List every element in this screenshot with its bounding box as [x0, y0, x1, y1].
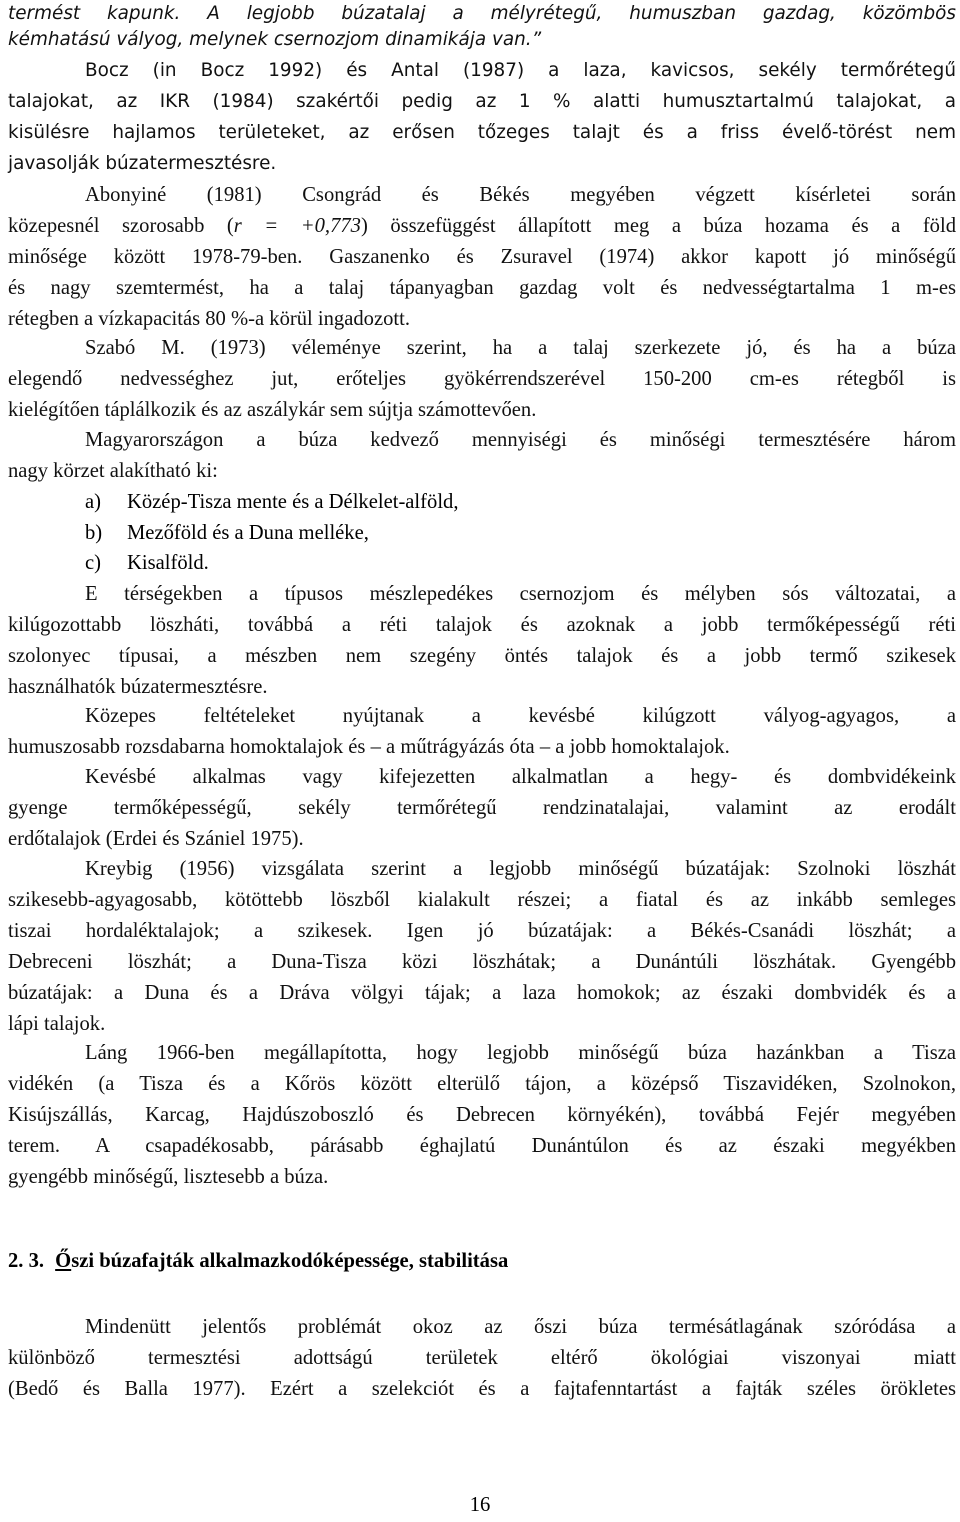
text-line: erdőtalajok (Erdei és Szániel 1975). [8, 828, 304, 850]
paragraph-magyarorszag [8, 425, 956, 487]
text-line: Debreceni löszhát; a Duna-Tisza közi löszhátak; a Dunántúli löszhátak. Gyengébb [8, 951, 956, 973]
text-run: Gaszanenko és Zsuravel (1974) akkor kapott jó minőségű [302, 246, 956, 268]
text-run: minősége között 1978-79-ben. [8, 246, 303, 268]
text-line: és nagy szemtermést, ha a talaj tápanyagban gazdag volt és nedvességtartalma 1 m-es [8, 277, 956, 299]
text-line: gyenge termőképességű, sekély termőrétegű rendzinatalajai, valamint az erodált [8, 797, 956, 819]
list-text: Kisalföld. [127, 552, 209, 574]
paragraph-bocz [8, 55, 956, 179]
text-line: Mindenütt jelentős problémát okoz az őszi búza termésátlagának szóródása a [85, 1316, 956, 1338]
list-text: Mezőföld és a Duna melléke, [127, 522, 369, 544]
paragraph-kozepes [8, 701, 956, 763]
text-line: Láng 1966-ben megállapította, hogy legjobb minőségű búza hazánkban a Tisza [85, 1042, 956, 1064]
text-line: búzatájak: a Duna és a Dráva völgyi tájak; a laza homokok; az északi dombvidék és a [8, 982, 956, 1004]
text-line: kilúgozottabb löszháti, továbbá a réti talajok és azoknak a jobb termőképességű réti [8, 614, 956, 636]
text-line: különböző termesztési adottságú területek eltérő ökológiai viszonyai miatt [8, 1347, 956, 1369]
paragraph-szabo [8, 333, 956, 426]
text-line: elegendő nedvességhez jut, erőteljes gyökérrendszerével 150-200 cm-es rétegből is [8, 368, 956, 390]
text-line: szikesebb-agyagosabb, kötöttebb löszből kialakult részei; a fiatal és az inkább semleges [8, 889, 956, 911]
paragraph-kevesbe [8, 762, 956, 855]
text-line: kisülésre hajlamos területeket, az erősen tőzeges talajt és a friss évelő-törést nem [8, 122, 956, 143]
paragraph-tersegek [8, 579, 956, 703]
text-line: szolonyec típusai, a mészben nem szegény öntés talajok és a jobb termő szikesek [8, 645, 956, 667]
text-line: Közepes feltételeket nyújtanak a kevésbé kilúgzott vályog-agyagos, a [85, 705, 956, 727]
paragraph-lang [8, 1038, 956, 1193]
section-heading [8, 1250, 508, 1273]
text-line: lápi talajok. [8, 1013, 106, 1035]
text-line: gyengébb minőségű, lisztesebb a búza. [8, 1166, 329, 1188]
paragraph-kreybig [8, 854, 956, 1040]
text-line: használhatók búzatermesztésre. [8, 676, 268, 698]
list-item [85, 518, 369, 549]
text-line: E térségekben a típusos mészlepedékes csernozjom és mélyben sós változatai, a [85, 583, 956, 605]
section-number: 2. 3. [8, 1250, 45, 1272]
correlation-value: r = +0,773 [233, 215, 361, 237]
text-line [8, 211, 956, 242]
page-number: 16 [469, 1494, 491, 1516]
text-line: Bocz (in Bocz 1992) és Antal (1987) a laza, kavicsos, sekély termőrétegű [85, 60, 956, 81]
text-line: Abonyiné (1981) Csongrád és Békés megyében végzett kísérletei során [85, 184, 956, 206]
text-line: Magyarországon a búza kedvező mennyiségi és minőségi termesztésére három [85, 429, 956, 451]
text-line: nagy körzet alakítható ki: [8, 460, 218, 482]
section-title: szi búzafajták alkalmazkodóképessége, stabilitása [71, 1250, 509, 1272]
section-title-initial: Ő [55, 1250, 72, 1272]
paragraph-mindenutt [8, 1312, 956, 1405]
list-label: a) [85, 491, 101, 513]
text-line: tiszai hordaléktalajok; a szikesek. Igen jó búzatájak: a Békés-Csanádi löszhát; a [8, 920, 956, 942]
text-line: humuszosabb rozsdabarna homoktalajok és – a műtrágyázás óta – a jobb homoktalajok. [8, 736, 730, 758]
text-line: kémhatású vályog, melynek csernozjom dinamikája van.” [8, 29, 542, 50]
text-line: kielégítően táplálkozik és az aszálykár sem sújtja számottevően. [8, 399, 537, 421]
text-line: Kevésbé alkalmas vagy kifejezetten alkalmatlan a hegy- és dombvidékeink [85, 766, 956, 788]
list-label: c) [85, 552, 101, 574]
text-run: közepesnél szorosabb ( [8, 215, 234, 237]
list-item [85, 487, 458, 518]
text-line: (Bedő és Balla 1977). Ezért a szelekciót és a fajtafenntartást a fajták széles örökletes [8, 1378, 956, 1400]
list-item [85, 548, 209, 579]
list-label: b) [85, 522, 103, 544]
paragraph-abonyine [8, 180, 956, 335]
text-line: vidékén (a Tisza és a Kőrös között elterülő tájon, a középső Tiszavidéken, Szolnokon, [8, 1073, 956, 1095]
text-line: termést kapunk. A legjobb búzatalaj a mélyrétegű, humuszban gazdag, közömbös [8, 3, 956, 24]
text-line: Szabó M. (1973) véleménye szerint, ha a talaj szerkezete jó, és ha a búza [85, 337, 956, 359]
text-line: javasolják búzatermesztésre. [8, 153, 277, 174]
text-line [8, 242, 956, 273]
quote-continuation [8, 0, 956, 55]
text-line: Kreybig (1956) vizsgálata szerint a legjobb minőségű búzatájak: Szolnoki löszhát [85, 858, 956, 880]
text-line: Kisújszállás, Karcag, Hajdúszoboszló és Debrecen környékén), továbbá Fejér megyében [8, 1104, 956, 1126]
text-line: talajokat, az IKR (1984) szakértői pedig az 1 % alatti humusztartalmú talajokat, a [8, 91, 956, 112]
list-text: Közép-Tisza mente és a Délkelet-alföld, [127, 491, 459, 513]
text-line: rétegben a vízkapacitás 80 %-a körül ingadozott. [8, 308, 410, 330]
text-run: ) összefüggést állapított meg a búza hozama és a föld [360, 215, 956, 237]
text-line: terem. A csapadékosabb, párásabb éghajlatú Dunántúlon és az északi megyékben [8, 1135, 956, 1157]
